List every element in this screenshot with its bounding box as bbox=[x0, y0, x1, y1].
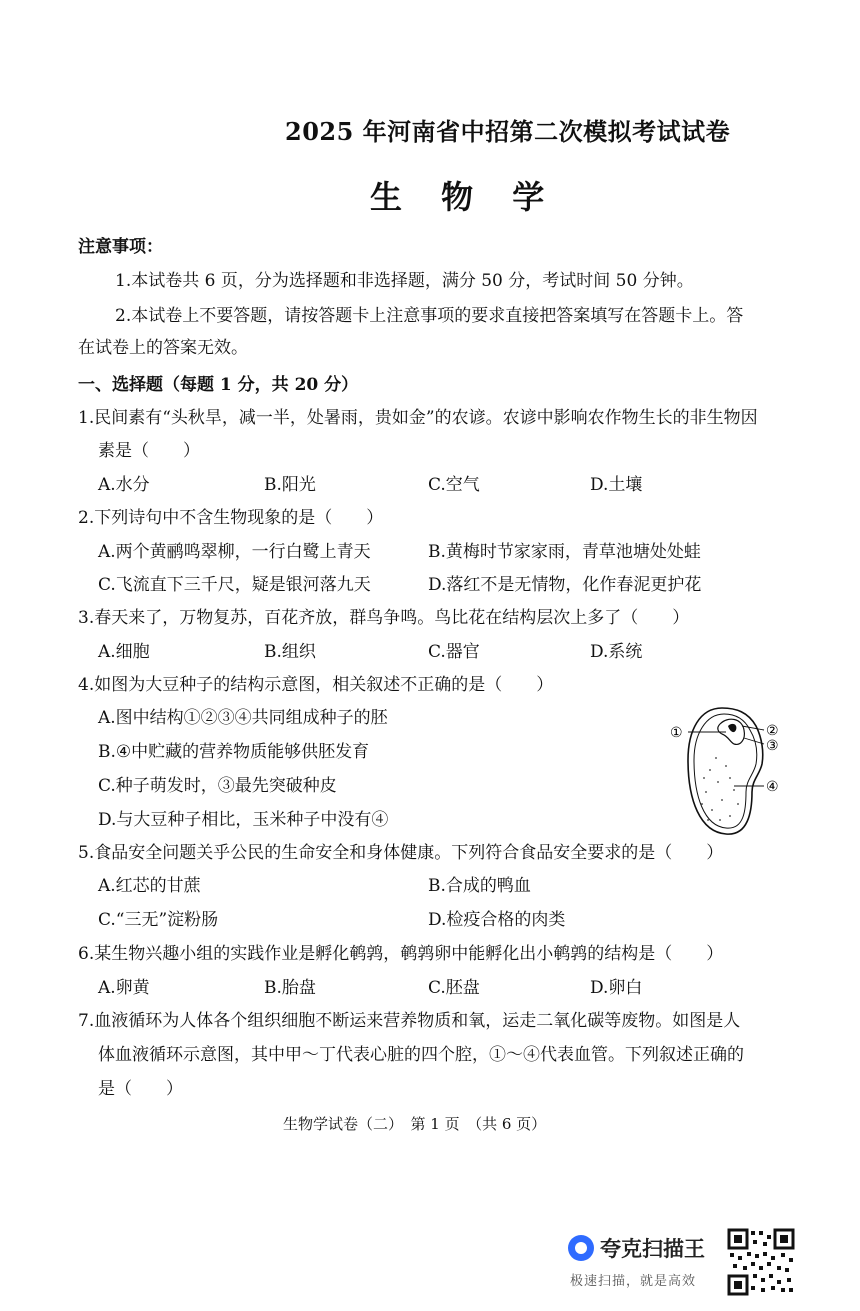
question-3-option-c: C.器官 bbox=[428, 642, 480, 662]
question-6-option-a: A.卵黄 bbox=[98, 978, 150, 998]
scanner-slogan: 极速扫描，就是高效 bbox=[570, 1274, 697, 1289]
pointer-line-2 bbox=[742, 726, 764, 730]
question-4-option-d: D.与大豆种子相比，玉米种子中没有④ bbox=[98, 810, 389, 830]
question-5-option-b: B.合成的鸭血 bbox=[428, 876, 531, 896]
question-5-option-c: C.“三无”淀粉肠 bbox=[98, 910, 219, 930]
quark-logo-icon bbox=[568, 1235, 594, 1261]
question-1-option-c: C.空气 bbox=[428, 475, 480, 495]
question-2-option-b: B.黄梅时节家家雨，青草池塘处处蛙 bbox=[428, 542, 701, 562]
seed-coat-outline bbox=[688, 708, 763, 834]
seed-diagram bbox=[660, 700, 810, 840]
soybean-seed-figure bbox=[660, 700, 810, 840]
notice-item-2-cont: 在试卷上的答案无效。 bbox=[78, 338, 248, 358]
scanner-brand-name: 夸克扫描王 bbox=[600, 1237, 705, 1261]
question-6-option-b: B.胎盘 bbox=[264, 978, 316, 998]
exam-title: 2025 年河南省中招第二次模拟考试试卷 bbox=[285, 117, 731, 146]
question-1-stem-cont: 素是（ ） bbox=[98, 441, 200, 461]
question-1-stem: 1.民间素有“头秋旱，减一半，处暑雨，贵如金”的农谚。农谚中影响农作物生长的非生物因 bbox=[78, 408, 758, 428]
question-7-stem: 7.血液循环为人体各个组织细胞不断运来营养物质和氧，运走二氧化碳等废物。如图是人 bbox=[78, 1011, 741, 1031]
notice-item-1: 1.本试卷共 6 页，分为选择题和非选择题，满分 50 分，考试时间 50 分钟。 bbox=[115, 271, 694, 291]
notice-item-2: 2.本试卷上不要答题，请按答题卡上注意事项的要求直接把答案填写在答题卡上。答 bbox=[115, 306, 744, 326]
question-7-stem-cont-2: 是（ ） bbox=[98, 1079, 183, 1099]
question-7-stem-cont: 体血液循环示意图，其中甲～丁代表心脏的四个腔，①～④代表血管。下列叙述正确的 bbox=[98, 1045, 744, 1065]
cotyledon-dots bbox=[701, 757, 739, 821]
subject-title: 生 物 学 bbox=[370, 178, 559, 216]
question-5-option-d: D.检疫合格的肉类 bbox=[428, 910, 566, 930]
question-6-option-d: D.卵白 bbox=[590, 978, 643, 998]
question-4-option-b: B.④中贮藏的营养物质能够供胚发育 bbox=[98, 742, 370, 762]
question-5-option-a: A.红芯的甘蔗 bbox=[98, 876, 201, 896]
radicle-shape bbox=[728, 724, 736, 732]
page-footer: 生物学试卷（二） 第 1 页 （共 6 页） bbox=[283, 1115, 547, 1133]
seed-label-2: ② bbox=[766, 723, 779, 739]
question-6-stem: 6.某生物兴趣小组的实践作业是孵化鹌鹑，鹌鹑卵中能孵化出小鹌鹑的结构是（ ） bbox=[78, 944, 724, 964]
question-1-option-b: B.阳光 bbox=[264, 475, 316, 495]
question-4-option-a: A.图中结构①②③④共同组成种子的胚 bbox=[98, 708, 388, 728]
question-4-option-c: C.种子萌发时，③最先突破种皮 bbox=[98, 776, 337, 796]
notice-heading: 注意事项： bbox=[78, 237, 163, 257]
seed-inner-outline bbox=[694, 714, 757, 828]
question-2-option-c: C.飞流直下三千尺，疑是银河落九天 bbox=[98, 575, 371, 595]
question-3-stem: 3.春天来了，万物复苏，百花齐放，群鸟争鸣。鸟比花在结构层次上多了（ ） bbox=[78, 608, 690, 628]
question-5-stem: 5.食品安全问题关乎公民的生命安全和身体健康。下列符合食品安全要求的是（ ） bbox=[78, 843, 724, 863]
question-3-option-b: B.组织 bbox=[264, 642, 316, 662]
question-1-option-d: D.土壤 bbox=[590, 475, 643, 495]
scanner-watermark bbox=[568, 1233, 728, 1293]
qr-code-icon bbox=[727, 1228, 795, 1296]
question-2-option-a: A.两个黄鹂鸣翠柳，一行白鹭上青天 bbox=[98, 542, 371, 562]
question-1-option-a: A.水分 bbox=[98, 475, 150, 495]
question-4-stem: 4.如图为大豆种子的结构示意图，相关叙述不正确的是（ ） bbox=[78, 675, 554, 695]
question-3-option-a: A.细胞 bbox=[98, 642, 150, 662]
seed-label-3: ③ bbox=[766, 738, 779, 754]
section-heading: 一、选择题（每题 1 分，共 20 分） bbox=[78, 375, 359, 395]
question-2-stem: 2.下列诗句中不含生物现象的是（ ） bbox=[78, 508, 384, 528]
seed-label-1: ① bbox=[670, 725, 683, 741]
question-2-option-d: D.落红不是无情物，化作春泥更护花 bbox=[428, 575, 702, 595]
question-3-option-d: D.系统 bbox=[590, 642, 643, 662]
question-6-option-c: C.胚盘 bbox=[428, 978, 480, 998]
seed-label-4: ④ bbox=[766, 779, 779, 795]
